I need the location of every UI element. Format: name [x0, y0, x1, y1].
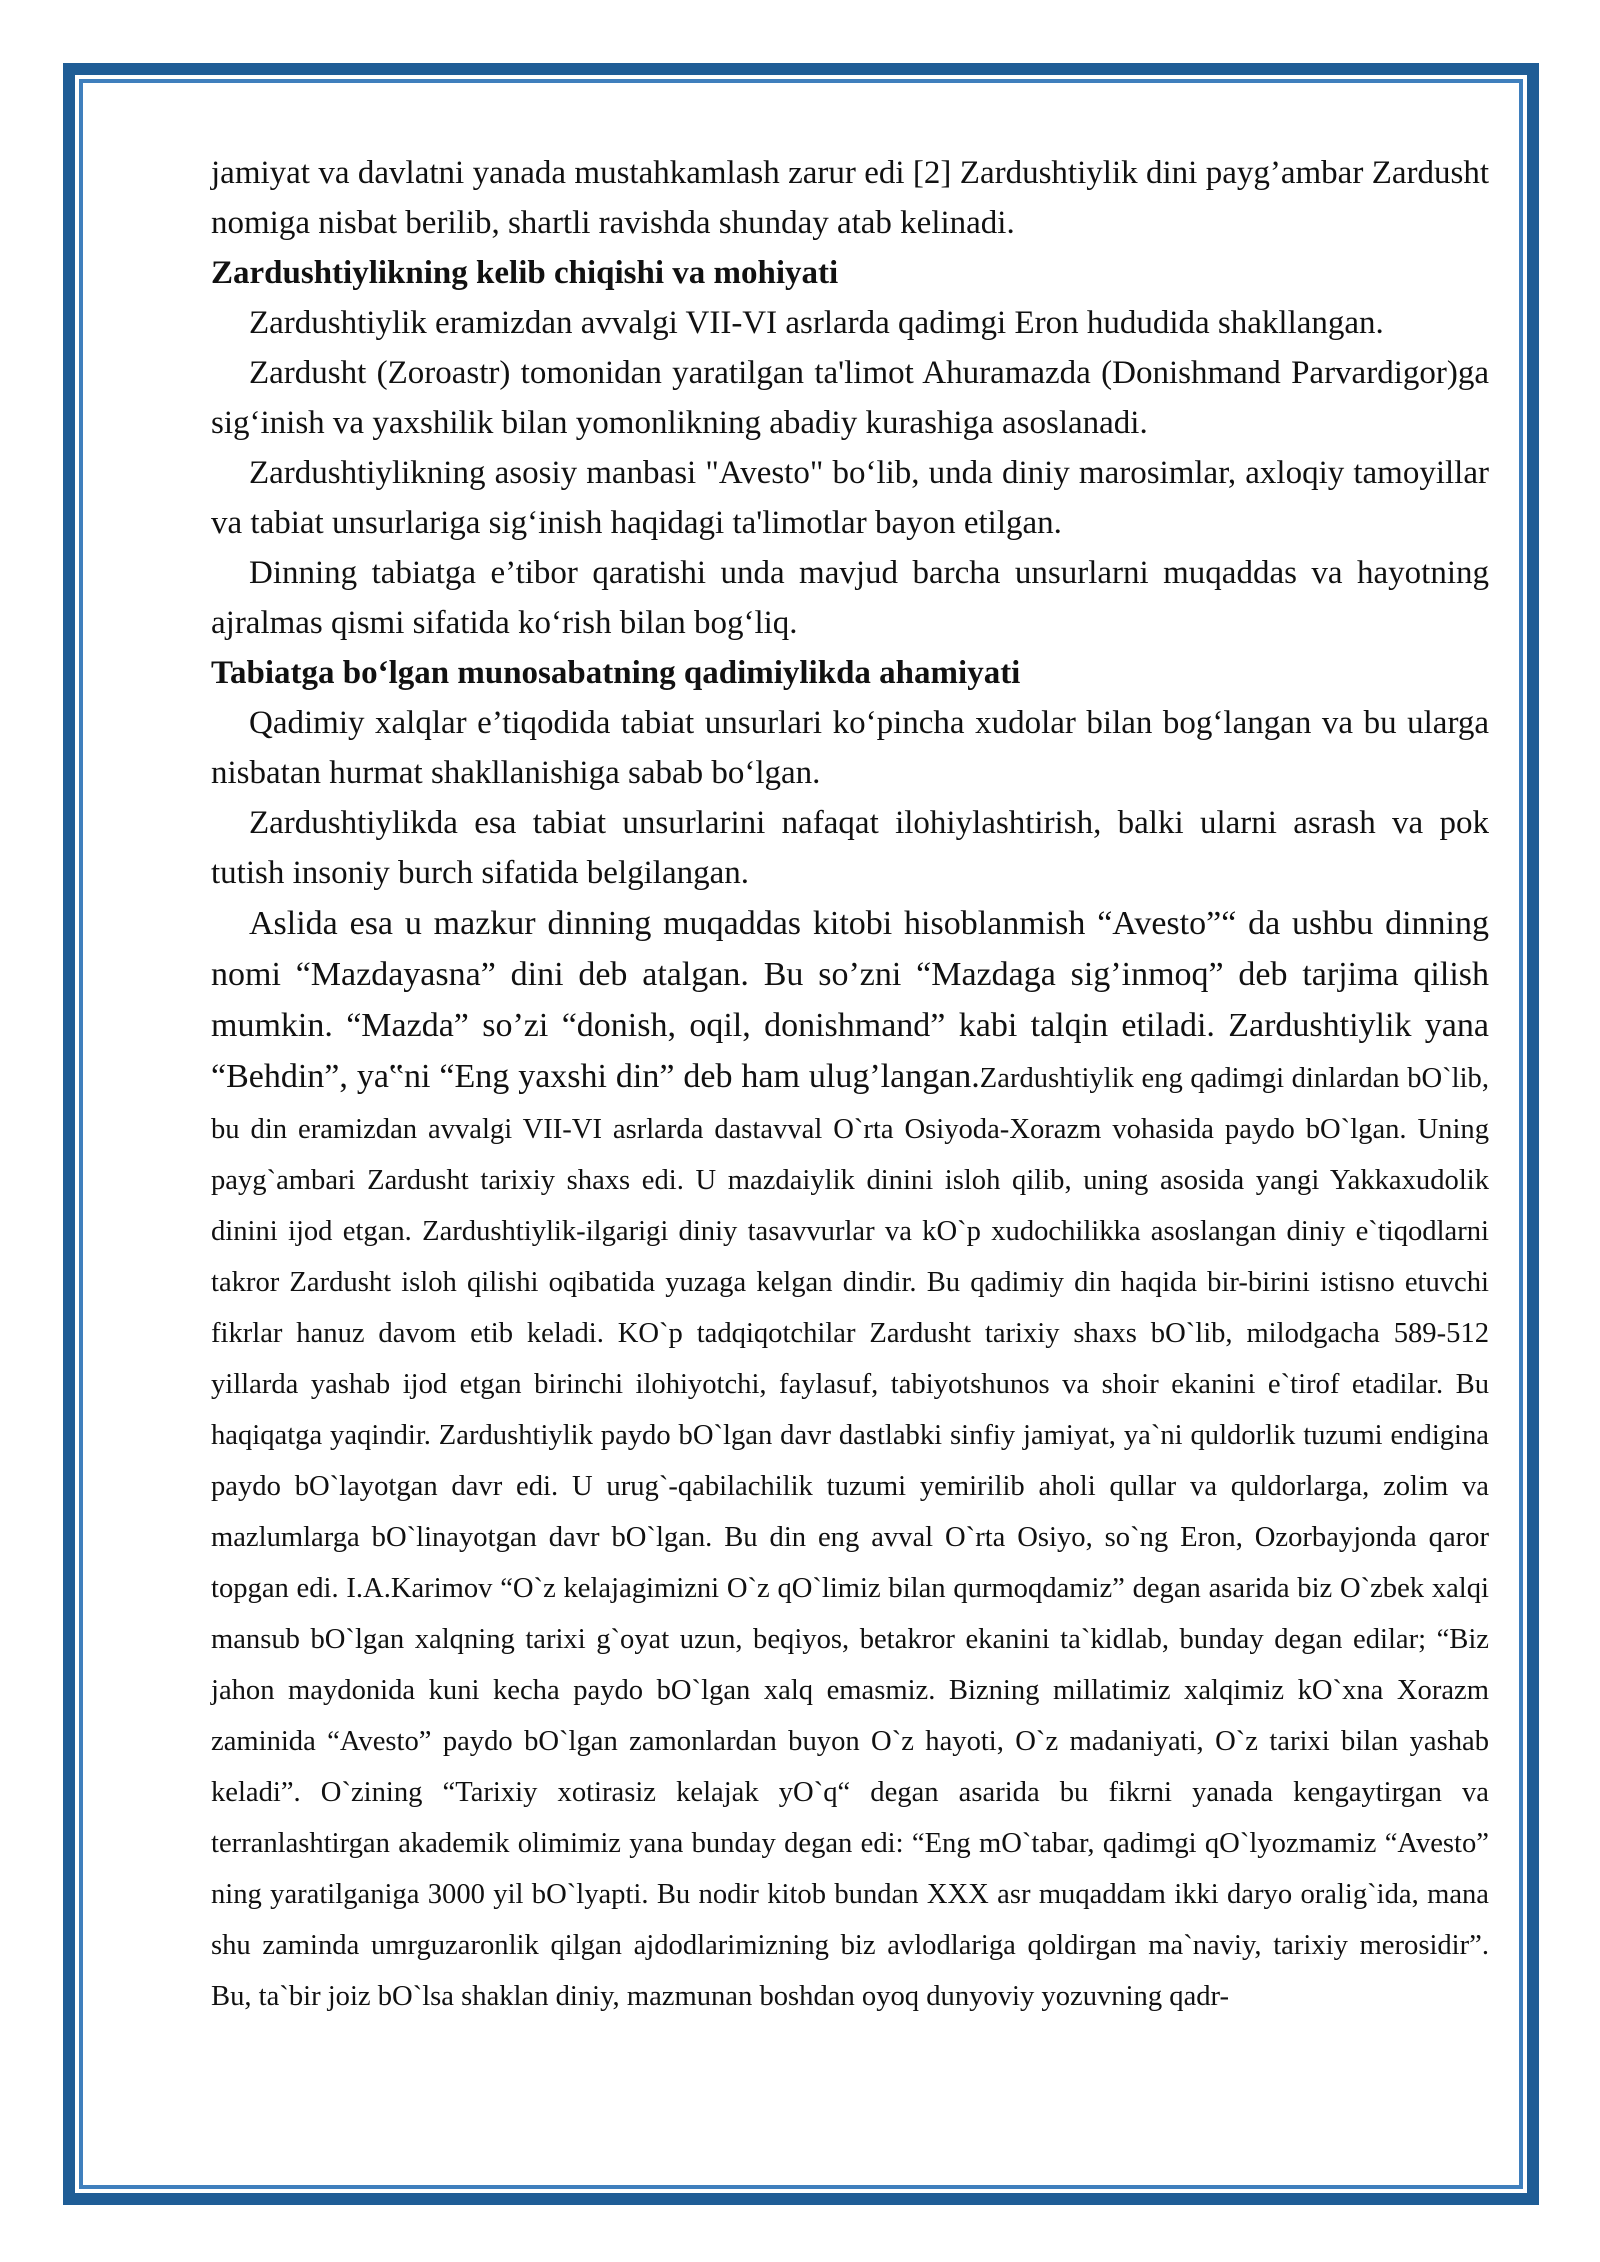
document-body	[211, 148, 1489, 2020]
paragraph-nature-1: Qadimiy xalqlar e’tiqodida tabiat unsurlari ko‘pincha xudolar bilan bog‘langan va bu ularga nisbatan hurmat shakllanishiga sabab bo‘lgan.	[211, 705, 1489, 791]
paragraph-intro: jamiyat va davlatni yanada mustahkamlash zarur edi [2] Zardushtiylik dini payg’ambar Zardusht nomiga nisbat berilib, shartli ravishda shunday atab kelinadi.	[211, 155, 1489, 241]
paragraph-avesto-small-text: Zardushtiylik eng qadimgi dinlardan bO`lib, bu din eramizdan avvalgi VII-VI asrlarda dastavval O`rta Osiyoda-Xorazm vohasida paydo bO`lgan. Uning payg`ambari Zardusht tarixiy shaxs edi. U mazdaiylik dinini isloh qilib, uning asosida yangi Yakkaxudolik dinini ijod etgan. Zardushtiylik-ilgarigi diniy tasavvurlar va kO`p xudochilikka asoslangan diniy e`tiqodlarni takror Zardusht isloh qilishi oqibatida yuzaga kelgan dindir. Bu qadimiy din haqida bir-birini istisno etuvchi fikrlar hanuz davom etib keladi. KO`p tadqiqotchilar Zardusht tarixiy shaxs bO`lib, milodgacha 589-512 yillarda yashab ijod etgan birinchi ilohiyotchi, faylasuf, tabiyotshunos va shoir ekanini e`tirof etadilar. Bu haqiqatga yaqindir. Zardushtiylik paydo bO`lgan davr dastlabki sinfiy jamiyat, ya`ni quldorlik tuzumi endigina paydo bO`layotgan davr edi. U urug`-qabilachilik tuzumi yemirilib aholi qullar va quldorlarga, zolim va mazlumlarga bO`linayotgan davr bO`lgan. Bu din eng avval O`rta Osiyo, so`ng Eron, Ozorbayjonda qaror topgan edi. I.A.Karimov “O`z kelajagimizni O`z qO`limiz bilan qurmoqdamiz” degan asarida biz O`zbek xalqi mansub bO`lgan xalqning tarixi g`oyat uzun, beqiyos, betakror ekanini ta`kidlab, bunday degan edilar; “Biz jahon maydonida kuni kecha paydo bO`lgan xalq emasmiz. Bizning millatimiz xalqimiz kO`xna Xorazm zaminida “Avesto” paydo bO`lgan zamonlardan buyon O`z hayoti, O`z madaniyati, O`z tarixi bilan yashab keladi”. O`zining “Tarixiy xotirasiz kelajak yO`q“ degan asarida bu fikrni yanada kengaytirgan va terranlashtirgan akademik olimimiz yana bunday degan edi: “Eng mO`tabar, qadimgi qO`lyozmamiz “Avesto” ning yaratilganiga 3000 yil bO`lyapti. Bu nodir kitob bundan XXX asr muqaddam ikki daryo oralig`ida, mana shu zaminda umrguzaronlik qilgan ajdodlarimizning biz avlodlariga qoldirgan ma`naviy, tarixiy merosidir”. Bu, ta`bir joiz bO`lsa shaklan diniy, mazmunan boshdan oyoq dunyoviy yozuvning qadr-	[211, 1063, 1489, 2012]
paragraph-origin-2: Zardusht (Zoroastr) tomonidan yaratilgan ta'limot Ahuramazda (Donishmand Parvardigor)ga sig‘inish va yaxshilik bilan yomonlikning abadiy kurashiga asoslanadi.	[211, 355, 1489, 441]
paragraph-nature-2: Zardushtiylikda esa tabiat unsurlarini nafaqat ilohiylashtirish, balki ularni asrash va pok tutish insoniy burch sifatida belgilangan.	[211, 805, 1489, 891]
paragraph-avesto-large-text: Aslida esa u mazkur dinning muqaddas kitobi hisoblanmish “Avesto”“ da ushbu dinning nomi “Mazdayasna” dini deb atalgan. Bu so’zni “Mazdaga sig’inmoq” deb tarjima qilish mumkin. “Mazda” so’zi “donish, oqil, donishmand” kabi talqin etiladi. Zardushtiylik yana “Behdin”, ya‟ni “Eng yaxshi din” deb ham ulug’langan.	[211, 905, 1489, 1095]
heading-origin: Zardushtiylikning kelib chiqishi va mohiyati	[211, 255, 839, 291]
paragraph-origin-3: Zardushtiylikning asosiy manbasi "Avesto" bo‘lib, unda diniy marosimlar, axloqiy tamoyillar va tabiat unsurlariga sig‘inish haqidagi ta'limotlar bayon etilgan.	[211, 455, 1489, 541]
heading-nature: Tabiatga bo‘lgan munosabatning qadimiylikda ahamiyati	[211, 655, 1021, 691]
paragraph-origin-1: Zardushtiylik eramizdan avvalgi VII-VI asrlarda qadimgi Eron hududida shakllangan.	[249, 305, 1384, 341]
paragraph-origin-4: Dinning tabiatga e’tibor qaratishi unda mavjud barcha unsurlarni muqaddas va hayotning ajralmas qismi sifatida ko‘rish bilan bog‘liq.	[211, 555, 1489, 641]
paragraph-avesto	[211, 898, 1489, 2020]
